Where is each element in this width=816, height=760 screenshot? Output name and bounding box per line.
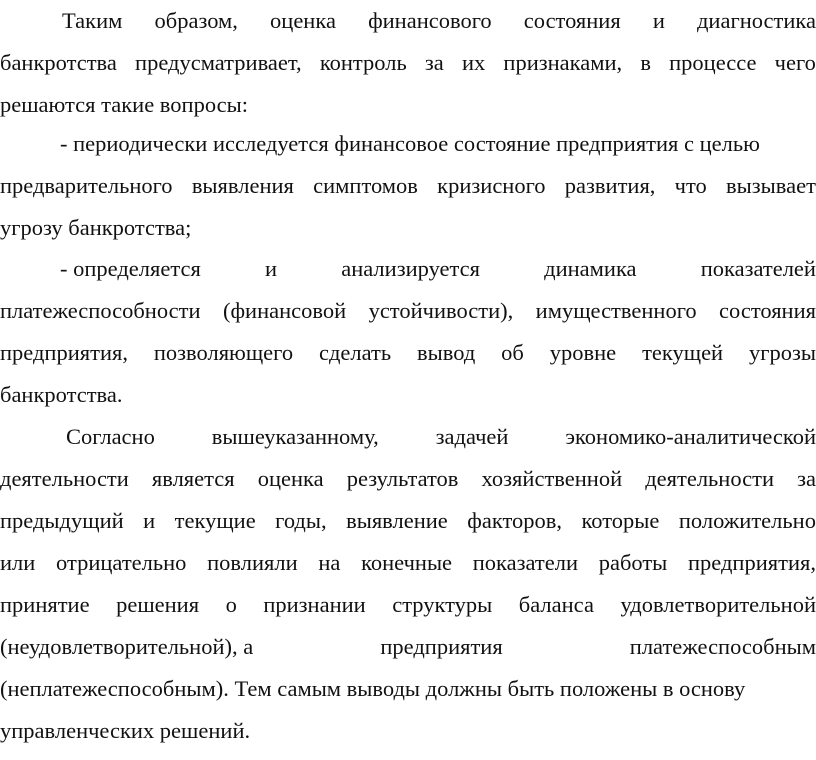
text-line: банкротства. — [0, 382, 123, 407]
text-word: процессе — [669, 50, 757, 75]
text-word: предприятия, — [0, 340, 128, 365]
text-word: повлияли — [207, 550, 298, 575]
text-word: банкротства — [0, 50, 117, 75]
text-word: имущественного — [535, 298, 697, 323]
text-line — [0, 626, 816, 668]
text-word: структуры — [392, 592, 493, 617]
text-word: и — [264, 256, 278, 281]
text-line — [0, 42, 816, 84]
text-word: признаками, — [503, 50, 623, 75]
text-line: - периодически исследуется финансовое состояние предприятия с целью — [60, 131, 760, 156]
text-word: угрозы — [749, 340, 816, 365]
text-line: решаются такие вопросы: — [0, 92, 248, 117]
text-word: Согласно — [66, 424, 155, 449]
text-word: конечные — [361, 550, 453, 575]
text-word: (финансовой — [222, 298, 347, 323]
text-line — [0, 542, 816, 584]
text-word: кризисного — [437, 173, 546, 198]
text-word: или — [0, 550, 36, 575]
text-word: вышеуказанному, — [211, 424, 379, 449]
text-word: (неудовлетворительной), а — [0, 634, 254, 659]
text-word: задачей — [435, 424, 509, 449]
text-word: решения — [116, 592, 200, 617]
text-word: вывод — [417, 340, 476, 365]
text-line — [0, 0, 816, 42]
text-word: выявление — [346, 508, 448, 533]
text-line — [0, 500, 816, 542]
text-word: выявления — [191, 173, 294, 198]
text-word: платежеспособности — [0, 298, 201, 323]
text-word: годы, — [275, 508, 327, 533]
text-word: отрицательно — [56, 550, 187, 575]
text-line — [0, 248, 816, 290]
text-word: платежеспособным — [629, 634, 816, 659]
text-word: работы — [598, 550, 668, 575]
text-word: Таким — [62, 8, 123, 33]
text-word: в — [640, 50, 651, 75]
text-word: оценка — [257, 466, 324, 491]
text-word: контроль — [319, 50, 407, 75]
text-word: удовлетворительной — [620, 592, 816, 617]
text-line — [0, 458, 816, 500]
text-line — [0, 332, 816, 374]
text-word: и — [652, 8, 665, 33]
text-word: устойчивости), — [368, 298, 514, 323]
text-line — [0, 165, 816, 207]
text-word: уровне — [549, 340, 617, 365]
text-word: принятие — [0, 592, 90, 617]
text-word: предварительного — [0, 173, 173, 198]
text-line — [0, 290, 816, 332]
text-word: предприятия — [380, 634, 503, 659]
text-line: угрозу банкротства; — [0, 215, 192, 240]
text-line — [0, 584, 816, 626]
text-word: симптомов — [313, 173, 418, 198]
text-word: сделать — [318, 340, 392, 365]
text-word: финансового — [368, 8, 492, 33]
text-word: вызывает — [726, 173, 816, 198]
text-word: предыдущий — [0, 508, 124, 533]
text-word: предусматривает, — [135, 50, 302, 75]
text-word: динамика — [544, 256, 637, 281]
text-word: - определяется — [60, 256, 201, 281]
text-line: управленческих решений. — [0, 718, 251, 743]
text-word: показатели — [472, 550, 578, 575]
text-word: диагностика — [696, 8, 816, 33]
text-word: анализируется — [341, 256, 480, 281]
text-word: на — [318, 550, 341, 575]
text-word: положительно — [678, 508, 816, 533]
text-word: показателей — [700, 256, 816, 281]
text-word: текущей — [642, 340, 724, 365]
text-word: что — [674, 173, 707, 198]
text-word: об — [501, 340, 524, 365]
text-word: является — [151, 466, 235, 491]
text-word: позволяющего — [153, 340, 294, 365]
text-word: о — [225, 592, 237, 617]
text-word: результатов — [346, 466, 459, 491]
text-word: которые — [581, 508, 660, 533]
text-word: развития, — [564, 173, 656, 198]
text-word: предприятия, — [688, 550, 816, 575]
text-word: состояния — [523, 8, 621, 33]
text-word: хозяйственной — [481, 466, 623, 491]
text-line — [0, 416, 816, 458]
text-word: деятельности — [645, 466, 775, 491]
text-word: за — [797, 466, 816, 491]
text-word: деятельности — [0, 466, 129, 491]
text-word: за — [424, 50, 444, 75]
text-word: и — [143, 508, 156, 533]
text-word: факторов, — [467, 508, 563, 533]
text-word: образом, — [154, 8, 238, 33]
text-word: оценка — [270, 8, 336, 33]
text-word: экономико-аналитической — [565, 424, 816, 449]
text-word: состояния — [719, 298, 816, 323]
text-word: чего — [774, 50, 816, 75]
text-word: признании — [263, 592, 366, 617]
text-line: (неплатежеспособным). Тем самым выводы должны быть положены в основу — [0, 676, 746, 701]
text-word: баланса — [518, 592, 594, 617]
text-word: их — [461, 50, 486, 75]
text-word: текущие — [174, 508, 256, 533]
